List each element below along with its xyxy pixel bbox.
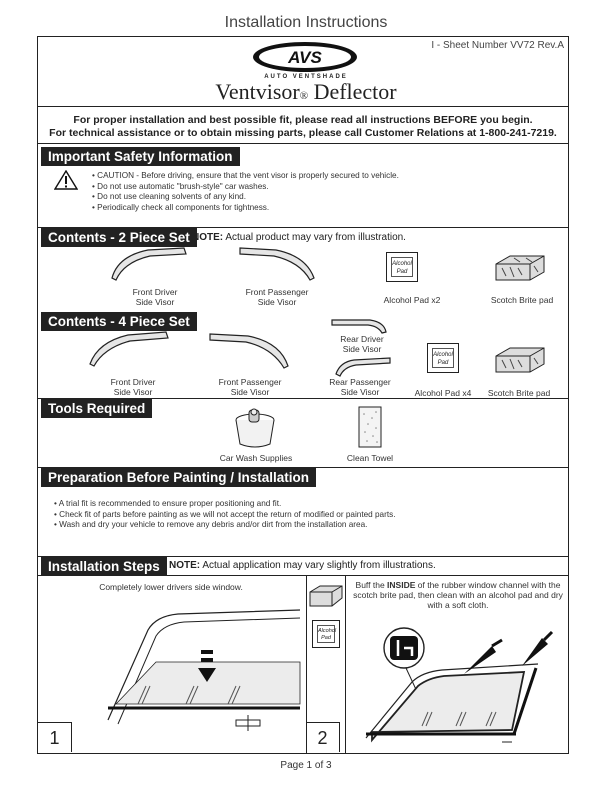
brand-name: AUTO VENTSHADE xyxy=(264,74,348,80)
step-2-text-post: of the rubber window channel with the scotch brite pad, then clean with an alcohol pad and dry with a soft cloth. xyxy=(353,580,563,610)
contents-4-label-front-passenger xyxy=(195,377,305,397)
pad-label: Pad xyxy=(396,269,408,275)
divider xyxy=(37,106,569,107)
list-item: • Do not use cleaning solvents of any kind. xyxy=(92,192,532,203)
avs-logo-graphic xyxy=(250,40,360,74)
caption-line: Front Passenger xyxy=(218,377,282,387)
note-text: Actual product may vary from illustration. xyxy=(225,232,406,243)
contents-4-label-rear-driver xyxy=(312,334,412,354)
contents-note xyxy=(192,232,406,243)
list-item: • Wash and dry your vehicle to remove any debris and/or dirt from the installation area. xyxy=(54,520,554,531)
contents-4-label-alcohol-pad: Alcohol Pad x4 xyxy=(414,388,472,398)
front-passenger-visor-icon xyxy=(238,246,318,284)
prep-heading: Preparation Before Painting / Installation xyxy=(41,468,316,487)
scotch-brite-pad-icon xyxy=(308,584,344,610)
front-driver-visor-icon xyxy=(86,330,170,370)
caption-line: Front Passenger xyxy=(245,287,309,297)
note-label: NOTE: xyxy=(169,560,201,571)
list-item: • A trial fit is recommended to ensure proper positioning and fit. xyxy=(54,499,554,510)
page-number: Page 1 of 3 xyxy=(280,760,332,771)
list-item: • CAUTION - Before driving, ensure that the vent visor is properly secured to vehicle. xyxy=(92,171,532,182)
logo-text: AVS xyxy=(288,48,322,67)
contents-4-heading: Contents - 4 Piece Set xyxy=(41,312,197,331)
intro-line-1: For proper installation and best possible fit, please read all instructions BEFORE you begin. xyxy=(73,114,533,126)
contents-2-label-front-driver xyxy=(100,287,210,307)
page-title: Installation Instructions xyxy=(224,14,388,31)
contents-4-label-rear-passenger xyxy=(310,377,410,397)
front-passenger-visor-icon xyxy=(208,332,292,372)
contents-2-heading: Contents - 2 Piece Set xyxy=(41,228,197,247)
alcohol-pad-icon xyxy=(386,252,418,282)
alcohol-pad-icon xyxy=(427,343,459,373)
car-wash-bucket-icon xyxy=(232,406,278,450)
tools-heading: Tools Required xyxy=(41,399,152,418)
safety-list xyxy=(92,171,532,213)
caption-line: Front Driver xyxy=(132,287,178,297)
rear-passenger-visor-icon xyxy=(332,354,392,378)
scotch-brite-pad-icon xyxy=(494,346,546,374)
caption-line: Side Visor xyxy=(230,387,270,397)
steps-note xyxy=(169,560,436,571)
intro-line-2: For technical assistance or to obtain missing parts, please call Customer Relations at 1-800-241-7219. xyxy=(49,127,557,139)
step-2-text xyxy=(350,580,566,610)
note-label: NOTE: xyxy=(192,232,224,243)
caption-line: Rear Driver xyxy=(340,334,384,344)
step-2-text-pre: Buff the xyxy=(355,580,388,590)
caption-line: Side Visor xyxy=(342,344,382,354)
warning-icon xyxy=(54,170,78,195)
rear-driver-visor-icon xyxy=(330,316,390,336)
caption-line: Side Visor xyxy=(135,297,175,307)
steps-heading: Installation Steps xyxy=(41,557,167,576)
step-1-text: Completely lower drivers side window. xyxy=(99,582,243,592)
contents-2-label-front-passenger xyxy=(222,287,332,307)
avs-logo xyxy=(250,40,360,74)
pad-label: Pad xyxy=(321,635,331,641)
tool-label: Clean Towel xyxy=(346,453,394,463)
alcohol-pad-icon xyxy=(312,620,340,648)
product-name xyxy=(0,79,612,105)
contents-4-label-scotch-brite: Scotch Brite pad xyxy=(487,388,551,398)
step-2-number: 2 xyxy=(306,722,340,752)
towel-icon xyxy=(356,404,384,450)
note-text: Actual application may vary slightly from illustrations. xyxy=(202,560,436,571)
pad-label: Alcohol xyxy=(433,352,453,358)
front-driver-visor-icon xyxy=(108,246,188,284)
product-name-2: Deflector xyxy=(313,79,397,104)
scotch-brite-pad-icon xyxy=(494,254,546,282)
step-1-number: 1 xyxy=(38,722,72,752)
list-item: • Periodically check all components for tightness. xyxy=(92,203,532,214)
caption-line: Side Visor xyxy=(257,297,297,307)
prep-list xyxy=(54,499,554,531)
tool-label: Car Wash Supplies xyxy=(219,453,293,463)
caption-line: Side Visor xyxy=(340,387,380,397)
caption-line: Front Driver xyxy=(110,377,156,387)
contents-4-label-front-driver xyxy=(78,377,188,397)
step-2-text-bold: INSIDE xyxy=(387,580,416,590)
registered-mark: ® xyxy=(299,90,309,102)
caption-line: Rear Passenger xyxy=(329,377,391,387)
pad-label: Alcohol xyxy=(392,261,412,267)
pad-label: Alcohol xyxy=(318,628,337,634)
list-item: • Do not use automatic "brush-style" car washes. xyxy=(92,182,532,193)
sheet-number: I - Sheet Number VV72 Rev.A xyxy=(431,40,564,51)
divider xyxy=(37,575,569,576)
step-2-illustration xyxy=(346,618,568,752)
contents-2-label-alcohol-pad: Alcohol Pad x2 xyxy=(383,295,441,305)
safety-heading: Important Safety Information xyxy=(41,147,240,166)
contents-2-label-scotch-brite: Scotch Brite pad xyxy=(490,295,554,305)
caption-line: Side Visor xyxy=(113,387,153,397)
pad-label: Pad xyxy=(437,360,449,366)
intro-text xyxy=(37,114,569,140)
list-item: • Check fit of parts before painting as we will not accept the return of modified or painted parts. xyxy=(54,510,554,521)
step-1-illustration xyxy=(38,600,304,752)
divider xyxy=(37,143,569,144)
product-name-1: Ventvisor xyxy=(215,79,300,104)
